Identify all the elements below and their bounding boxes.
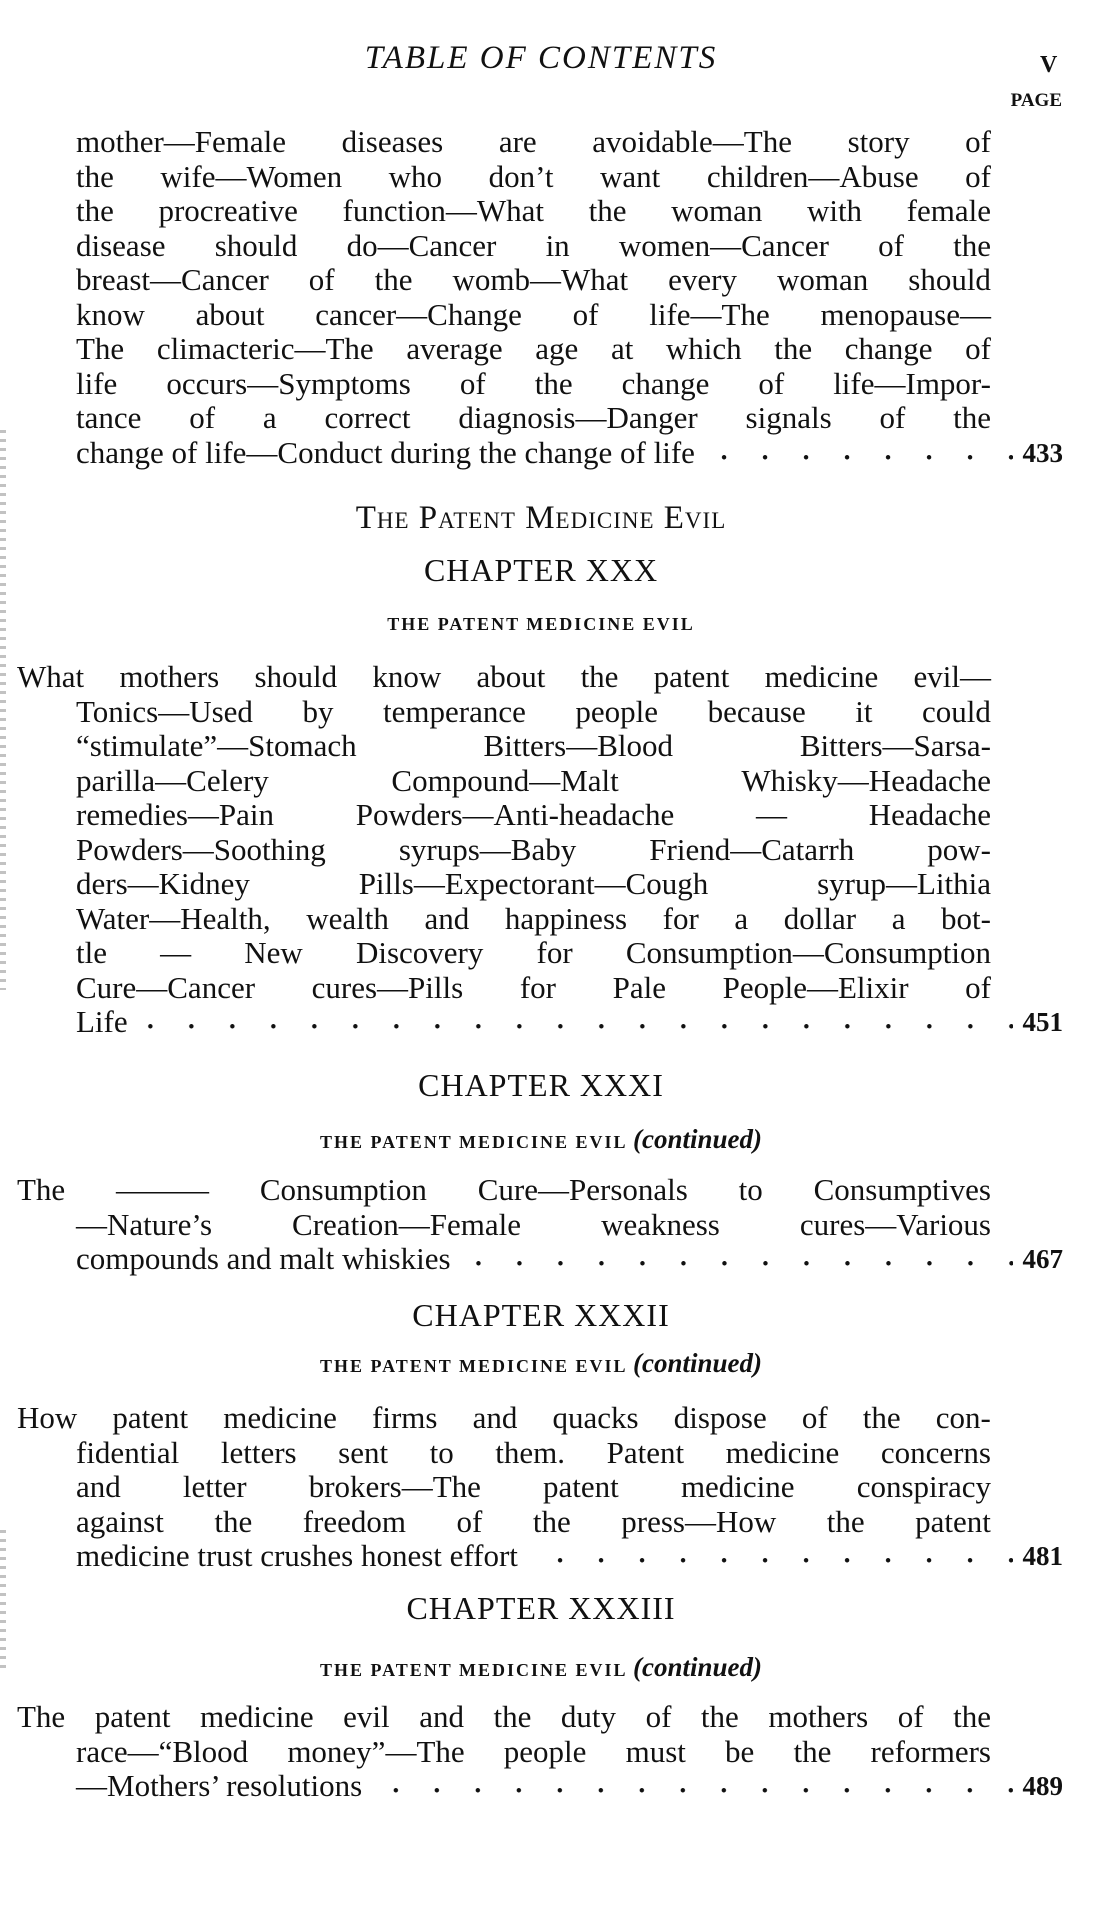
- toc-line-text: Life: [76, 1004, 128, 1039]
- toc-line: [17, 1700, 991, 1735]
- word: women—Cancer: [618, 227, 829, 263]
- word: the: [793, 1733, 832, 1769]
- word: the: [700, 1699, 739, 1734]
- toc-line: [17, 125, 991, 160]
- word: of: [965, 969, 991, 1005]
- toc-line: [17, 936, 991, 971]
- word: happiness: [504, 900, 628, 936]
- word: womb—What: [452, 262, 629, 297]
- word: Patent: [606, 1434, 685, 1470]
- word: are: [498, 124, 537, 159]
- word: tance: [76, 400, 142, 435]
- word: Friend—Catarrh: [649, 831, 855, 867]
- word: and: [472, 1400, 518, 1435]
- word: which: [665, 331, 742, 366]
- word: be: [725, 1733, 755, 1769]
- toc-line-text: —Mothers’ resolutions: [76, 1768, 363, 1803]
- page-number: 481: [1022, 1541, 1063, 1571]
- toc-line: [17, 1735, 991, 1770]
- toc-line: [17, 867, 991, 902]
- word: the: [374, 262, 413, 297]
- word: of: [965, 158, 991, 194]
- toc-line: [17, 902, 991, 937]
- toc-line: [17, 367, 991, 402]
- word: the: [774, 331, 813, 366]
- toc-entry-chapter-31: [17, 1173, 1063, 1277]
- toc-line: [17, 401, 991, 436]
- word: the: [214, 1503, 253, 1539]
- word: Tonics—Used: [76, 693, 253, 729]
- word: syrup—Lithia: [817, 866, 991, 901]
- word: function—What: [342, 193, 544, 228]
- word: of: [879, 400, 906, 435]
- word: change: [844, 331, 933, 366]
- word: every: [668, 262, 737, 297]
- subtitle-text: THE PATENT MEDICINE EVIL: [319, 1132, 627, 1152]
- word: of: [189, 400, 216, 435]
- toc-line: [17, 1769, 1063, 1804]
- toc-line: [17, 833, 991, 868]
- word: Consumption: [259, 1172, 427, 1207]
- word: the: [826, 1503, 865, 1539]
- word: story: [847, 124, 910, 159]
- word: race—“Blood: [76, 1733, 249, 1769]
- word: weakness: [601, 1206, 720, 1242]
- word: and: [424, 900, 470, 936]
- toc-line-text: compounds and malt whiskies: [76, 1241, 451, 1276]
- word: avoidable—The: [592, 124, 792, 159]
- chapter-heading: CHAPTER XXXI: [418, 1067, 664, 1103]
- page-folio: V: [1040, 52, 1058, 78]
- chapter-subtitle: [0, 614, 1082, 635]
- word: People—Elixir: [722, 969, 909, 1005]
- toc-line: [17, 798, 991, 833]
- word: should: [254, 659, 338, 694]
- toc-line: [17, 1470, 991, 1505]
- word: medicine: [200, 1699, 314, 1734]
- word: the: [534, 365, 573, 401]
- word: medicine: [764, 659, 879, 694]
- word: diseases: [341, 124, 444, 159]
- word: Headache: [868, 797, 991, 832]
- word: fidential: [76, 1434, 180, 1470]
- word: dollar: [783, 900, 857, 936]
- word: evil: [343, 1699, 390, 1734]
- word: female: [906, 193, 991, 228]
- word: of: [645, 1699, 672, 1734]
- word: menopause—: [820, 296, 991, 332]
- word: mother—Female: [76, 124, 287, 159]
- word: age: [535, 331, 579, 366]
- toc-line: [17, 971, 991, 1006]
- word: press—How: [621, 1503, 777, 1539]
- word: Cure—Personals: [477, 1172, 688, 1207]
- word: about: [476, 659, 546, 694]
- continued-note: (continued): [633, 1652, 763, 1682]
- word: Powders—Anti-headache: [355, 797, 675, 832]
- word: of: [758, 365, 785, 401]
- word: the: [953, 400, 991, 435]
- word: woman: [671, 193, 763, 228]
- toc-line: [17, 660, 991, 695]
- word: Pills—Expectorant—Cough: [358, 866, 709, 901]
- word: Powders—Soothing: [76, 831, 326, 867]
- word: of: [456, 1503, 483, 1539]
- word: the: [76, 158, 114, 194]
- word: signals: [745, 400, 832, 435]
- word: of: [801, 1400, 828, 1435]
- word: the: [76, 193, 114, 228]
- word: against: [76, 1503, 164, 1539]
- word: firms: [372, 1400, 438, 1435]
- word: parilla—Celery: [76, 762, 269, 798]
- word: pow-: [927, 831, 991, 867]
- word: people: [575, 693, 659, 729]
- word: must: [625, 1733, 686, 1769]
- word: occurs—Symptoms: [166, 365, 411, 401]
- word: them.: [495, 1434, 566, 1470]
- word: climacteric—The: [156, 331, 374, 366]
- word: medicine: [725, 1434, 840, 1470]
- word: patent: [112, 1400, 189, 1435]
- subtitle-text: THE PATENT MEDICINE EVIL: [319, 1660, 627, 1680]
- word: who: [388, 158, 443, 194]
- word: procreative: [158, 193, 298, 228]
- word: Whisky—Headache: [741, 762, 991, 798]
- word: patent: [653, 659, 730, 694]
- word: mothers: [119, 659, 220, 694]
- word: —Nature’s: [76, 1206, 213, 1242]
- word: it: [855, 693, 873, 729]
- word: do—Cancer: [346, 227, 497, 263]
- word: the: [862, 1400, 901, 1435]
- word: ———: [116, 1172, 210, 1207]
- word: Creation—Female: [292, 1206, 522, 1242]
- word: conspiracy: [856, 1469, 991, 1504]
- word: letters: [220, 1434, 297, 1470]
- word: wealth: [306, 900, 389, 936]
- toc-entry-chapter-32: [17, 1401, 1063, 1574]
- word: diagnosis—Danger: [458, 400, 698, 435]
- word: disease: [76, 227, 166, 263]
- word: Cure—Cancer: [76, 969, 256, 1005]
- word: cancer—Change: [315, 296, 522, 332]
- dot-leader: [368, 1769, 1012, 1804]
- toc-line: [17, 160, 991, 195]
- part-heading: The Patent Medicine Evil: [355, 500, 727, 536]
- subtitle-text: THE PATENT MEDICINE EVIL: [387, 614, 695, 634]
- page-number: 433: [1022, 437, 1063, 468]
- word: mothers: [768, 1699, 869, 1734]
- word: patent: [543, 1469, 619, 1504]
- word: temperance: [383, 693, 526, 729]
- dot-leader: [457, 1242, 1013, 1277]
- chapter-heading: CHAPTER XXXIII: [406, 1590, 676, 1626]
- word: of: [965, 331, 991, 366]
- chapter-heading: CHAPTER XXX: [423, 552, 659, 588]
- page-number: 489: [1022, 1771, 1063, 1801]
- toc-line: [17, 1208, 991, 1243]
- word: know: [76, 296, 145, 332]
- word: medicine: [680, 1469, 795, 1504]
- word: want: [600, 158, 661, 194]
- page-number: 451: [1022, 1007, 1063, 1037]
- toc-line: [17, 1005, 1063, 1040]
- word: should: [908, 262, 991, 297]
- word: Consumption—Consumption: [625, 935, 991, 970]
- toc-line: [17, 695, 991, 730]
- word: of: [965, 124, 991, 159]
- word: wife—Women: [160, 158, 343, 194]
- toc-line: [17, 729, 991, 764]
- word: life—The: [649, 296, 770, 332]
- toc-line: [17, 1401, 991, 1436]
- word: could: [922, 693, 991, 729]
- word: money”—The: [287, 1733, 465, 1769]
- continued-note: (continued): [633, 1348, 763, 1378]
- toc-line-text: change of life—Conduct during the change of life: [76, 434, 695, 470]
- toc-entry-continued: [17, 125, 1063, 470]
- chapter-subtitle: [0, 1124, 1082, 1155]
- toc-line: [17, 298, 991, 333]
- word: evil—: [913, 659, 991, 694]
- word: quacks: [552, 1400, 639, 1435]
- word: syrups—Baby: [398, 831, 577, 867]
- chapter-subtitle: [0, 1348, 1082, 1379]
- dot-leader: [524, 1539, 1013, 1574]
- toc-line-text: medicine trust crushes honest effort: [76, 1538, 518, 1573]
- word: Compound—Malt: [391, 762, 619, 798]
- word: con-: [935, 1400, 991, 1435]
- word: in: [545, 227, 570, 263]
- word: average: [406, 331, 503, 366]
- page-number: 467: [1022, 1244, 1063, 1274]
- chapter-heading: CHAPTER XXXII: [412, 1297, 670, 1333]
- word: to: [738, 1172, 763, 1207]
- word: What: [17, 659, 85, 694]
- word: correct: [324, 400, 411, 435]
- word: Consumptives: [813, 1172, 991, 1207]
- word: for: [519, 969, 556, 1005]
- word: New: [244, 935, 303, 970]
- word: sent: [338, 1434, 389, 1470]
- word: —: [160, 935, 192, 970]
- dot-leader: [701, 436, 1013, 471]
- word: the: [532, 1503, 571, 1539]
- chapter-subtitle: [0, 1652, 1082, 1683]
- word: patent: [94, 1699, 171, 1734]
- word: know: [372, 659, 442, 694]
- word: cures—Pills: [311, 969, 464, 1005]
- word: “stimulate”—Stomach: [76, 728, 357, 763]
- word: the: [493, 1699, 532, 1734]
- toc-line: [17, 332, 991, 367]
- word: about: [195, 296, 265, 332]
- word: and: [419, 1699, 464, 1734]
- word: with: [806, 193, 863, 228]
- word: duty: [560, 1699, 617, 1734]
- toc-line: [17, 764, 991, 799]
- word: and: [76, 1469, 121, 1504]
- word: the: [953, 1699, 991, 1734]
- word: of: [572, 296, 599, 332]
- word: at: [610, 331, 634, 366]
- word: ders—Kidney: [76, 866, 250, 901]
- word: remedies—Pain: [76, 797, 275, 832]
- word: of: [878, 227, 904, 263]
- word: tle: [76, 935, 107, 970]
- word: cures—Various: [799, 1206, 991, 1242]
- word: to: [429, 1434, 454, 1470]
- word: The: [76, 331, 125, 366]
- word: life—Impor-: [833, 365, 991, 401]
- word: a: [891, 900, 906, 936]
- subtitle-text: THE PATENT MEDICINE EVIL: [319, 1356, 627, 1376]
- toc-line: [17, 1173, 991, 1208]
- word: for: [662, 900, 699, 936]
- word: patent: [915, 1503, 991, 1539]
- word: The: [17, 1172, 66, 1207]
- word: Discovery: [355, 935, 484, 970]
- word: bot-: [941, 900, 991, 936]
- word: a: [734, 900, 749, 936]
- running-title: TABLE OF CONTENTS: [364, 40, 718, 76]
- word: medicine: [223, 1400, 337, 1435]
- word: breast—Cancer: [76, 262, 269, 297]
- word: brokers—The: [308, 1469, 481, 1504]
- word: of: [459, 365, 486, 401]
- word: concerns: [880, 1434, 991, 1470]
- word: people: [503, 1733, 587, 1769]
- word: because: [707, 693, 806, 729]
- word: Bitters—Blood: [483, 728, 673, 763]
- toc-entry-chapter-30: [17, 660, 1063, 1040]
- word: of: [308, 262, 335, 297]
- toc-line: [17, 229, 991, 264]
- word: don’t: [488, 158, 554, 194]
- page-column-label: PAGE: [1010, 90, 1062, 111]
- word: woman: [776, 262, 869, 297]
- toc-entry-chapter-33: [17, 1700, 1063, 1804]
- word: —: [756, 797, 788, 832]
- toc-line: [17, 436, 1063, 471]
- word: Pale: [612, 969, 666, 1005]
- word: letter: [182, 1469, 247, 1504]
- word: reformers: [870, 1733, 991, 1769]
- toc-line: [17, 1505, 991, 1540]
- word: How: [17, 1400, 78, 1435]
- toc-line: [17, 1539, 1063, 1574]
- word: of: [897, 1699, 924, 1734]
- word: freedom: [302, 1503, 406, 1539]
- toc-line: [17, 194, 991, 229]
- continued-note: (continued): [633, 1124, 763, 1154]
- word: the: [580, 659, 619, 694]
- word: Bitters—Sarsa-: [799, 728, 991, 763]
- word: The: [17, 1699, 66, 1734]
- dot-leader: [134, 1005, 1013, 1040]
- toc-line: [17, 1436, 991, 1471]
- word: the: [953, 227, 991, 263]
- toc-line: [17, 263, 991, 298]
- word: life: [76, 365, 118, 401]
- word: children—Abuse: [706, 158, 919, 194]
- word: dispose: [673, 1400, 767, 1435]
- word: the: [588, 193, 627, 228]
- toc-line: [17, 1242, 1063, 1277]
- word: should: [214, 227, 298, 263]
- word: by: [302, 693, 334, 729]
- word: for: [536, 935, 573, 970]
- word: change: [621, 365, 710, 401]
- word: a: [262, 400, 277, 435]
- word: Water—Health,: [76, 900, 271, 936]
